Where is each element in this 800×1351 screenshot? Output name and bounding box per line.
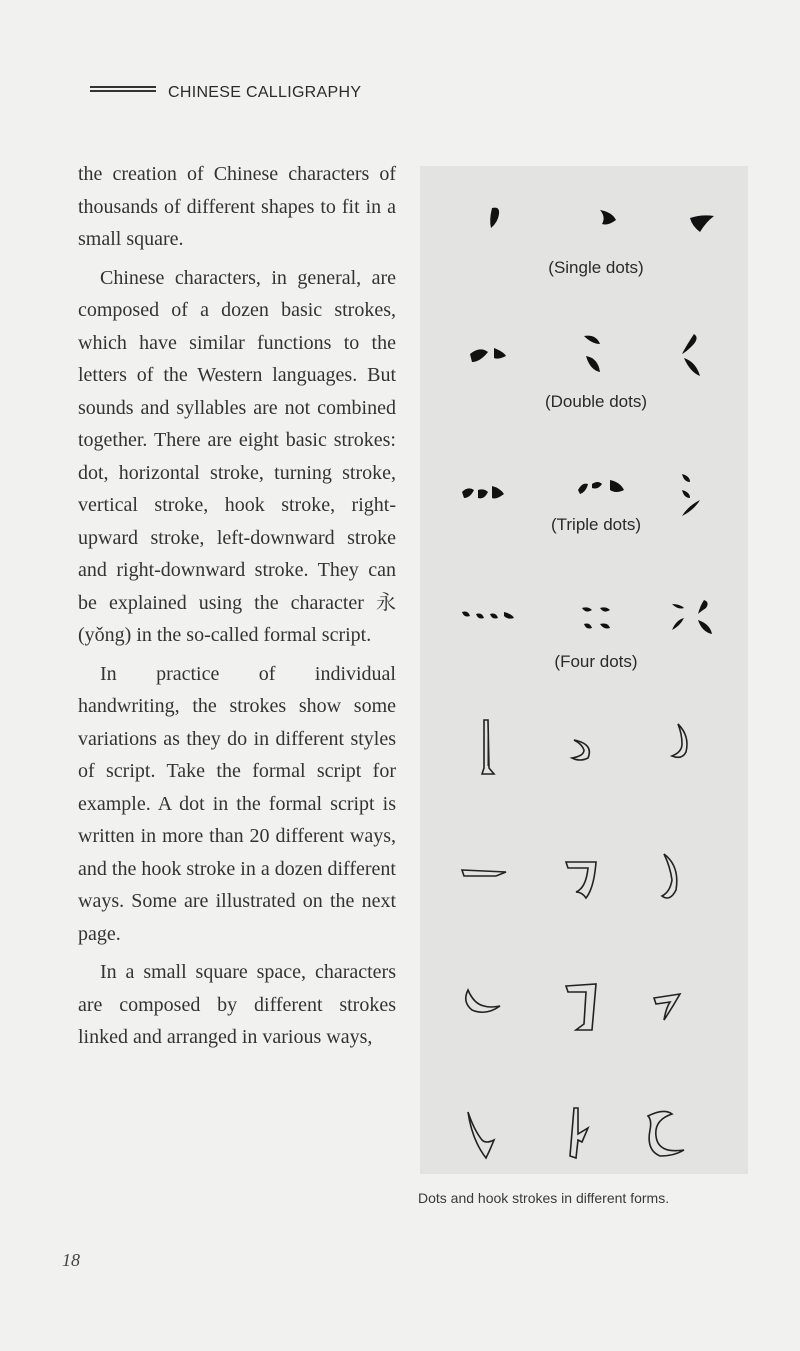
hook-stroke-10 [464,1110,498,1162]
label-four-dots: (Four dots) [554,652,638,671]
hook-stroke-2 [568,738,596,764]
hook-stroke-3 [668,722,692,762]
single-dots-row [420,202,748,262]
page-number: 18 [62,1250,80,1270]
paragraph-4: In a small square space, characters are composed by different strokes linked and arranged in various ways, [78,961,396,1048]
four-dot-stroke-2 [580,604,614,634]
double-dot-stroke-1 [468,344,512,366]
paragraph-1: the creation of Chinese characters of thousands of different shapes to fit in a small square. [78,163,396,250]
header-rule [90,86,156,96]
double-dot-stroke-2 [580,332,606,376]
single-dot-stroke-2 [596,208,620,228]
single-dot-stroke-1 [486,206,506,230]
label-single-dots: (Single dots) [548,258,644,277]
triple-dot-stroke-3 [674,472,704,518]
hook-strokes-row-3 [420,976,748,1046]
hook-stroke-7 [460,988,506,1018]
double-dots-row [420,332,748,392]
label-triple-dots: (Triple dots) [550,515,642,534]
double-dot-stroke-3 [678,332,704,380]
paragraph-2: Chinese characters, in general, are composed of a dozen basic strokes, which have similar functions to the letters of the Western languages. But sounds and syllables are not combined together. There are eight basic strokes: dot, horizontal stroke, turning stroke, vertical stroke, hook stroke, right-upward stroke, left-downward stroke and right-downward stroke. They can be explained using the character 永 (yǒng) in the so-called formal script. [78,266,396,646]
single-dot-stroke-3 [688,212,716,234]
hook-stroke-4 [460,866,510,882]
hook-stroke-8 [564,980,600,1034]
body-text [78,158,396,1054]
hook-stroke-9 [652,992,682,1022]
hook-stroke-12 [644,1106,690,1158]
hook-strokes-row-4 [420,1102,748,1172]
hook-strokes-row-2 [420,848,748,918]
hook-stroke-5 [564,858,600,902]
label-double-dots: (Double dots) [544,392,648,411]
strokes-figure [420,166,748,1174]
hook-stroke-6 [656,852,684,904]
figure-caption: Dots and hook strokes in different forms. [418,1190,670,1206]
hook-strokes-row-1 [420,714,748,784]
four-dot-stroke-1 [460,608,516,624]
four-dots-row [420,598,748,658]
running-header: CHINESE CALLIGRAPHY [168,84,362,101]
four-dot-stroke-3 [670,598,716,638]
triple-dot-stroke-2 [576,476,626,498]
hook-stroke-1 [478,718,500,778]
triple-dot-stroke-1 [460,482,508,504]
hook-stroke-11 [564,1106,594,1162]
paragraph-3: In practice of individual handwriting, the strokes show some variations as they do in different styles of script. Take the formal script for example. A dot in the formal script is written in more than 20 different ways, and the hook stroke in a dozen different ways. Some are illustrated on the next page. [78,662,396,945]
